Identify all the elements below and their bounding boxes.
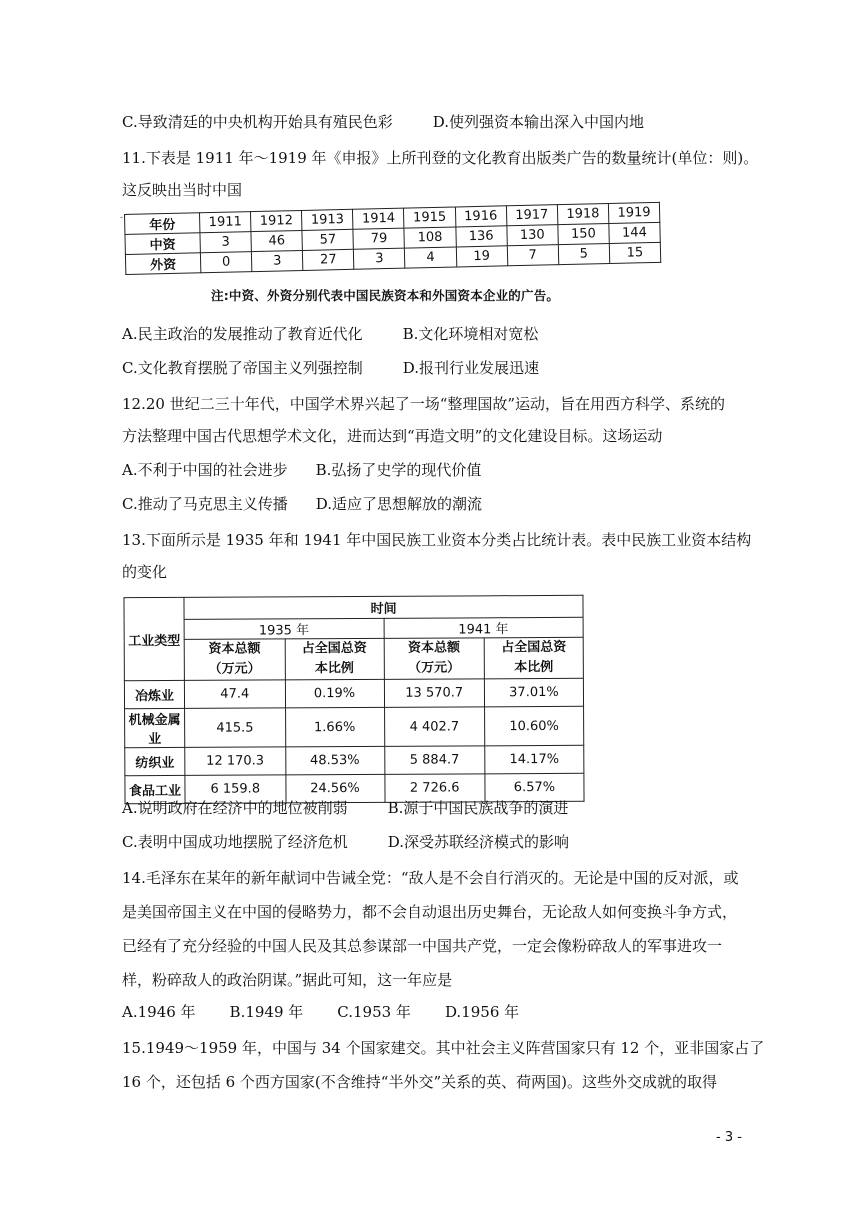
value-cell: 5	[558, 244, 610, 265]
row-label-chinese: 中资	[125, 233, 200, 255]
year-1941-header: 1941 年	[384, 617, 584, 638]
q14-stem-line1: 14.毛泽东在某年的新年献词中告诫全党：“敌人是不会自行消灭的。无论是中国的反对派，或	[122, 869, 739, 887]
q11-option-b: B.文化环境相对宽松	[402, 325, 539, 343]
value-cell: 10.60%	[484, 706, 583, 746]
q11-option-d: D.报刊行业发展迅速	[402, 359, 539, 377]
q15-stem-line2: 16 个，还包括 6 个西方国家(不含维持“半外交”关系的英、荷两国)。这些外交成就的取得	[122, 1073, 717, 1091]
q13-options-row1	[122, 798, 568, 818]
value-cell: 108	[404, 227, 456, 248]
q13-option-d: D.深受苏联经济模式的影响	[387, 833, 569, 851]
value-cell: 415.5	[185, 708, 286, 748]
q11-stem-line1: 11.下表是 1911 年～1919 年《申报》上所刊登的文化教育出版类广告的数量统计(单位：则)。	[122, 149, 759, 167]
value-cell: 7	[507, 245, 559, 266]
value-cell: 3	[251, 250, 303, 271]
q12-option-c: C.推动了马克思主义传播	[122, 495, 288, 513]
q13-table	[123, 595, 584, 804]
time-header: 时间	[184, 595, 583, 619]
value-cell: 4 402.7	[384, 707, 485, 747]
table-row	[125, 745, 584, 775]
value-cell: 27	[303, 249, 355, 270]
value-cell: 144	[609, 222, 661, 243]
value-cell: 47.4	[184, 680, 285, 709]
industry-cell: 机械金属业	[125, 708, 185, 747]
value-cell: 37.01%	[484, 678, 583, 707]
q11-options-row2	[122, 358, 539, 378]
year-cell: 1914	[353, 208, 405, 229]
value-cell: 0	[200, 252, 252, 273]
q14-option-b: B.1949 年	[229, 1003, 304, 1021]
q15-stem-line1: 15.1949～1959 年，中国与 34 个国家建交。其中社会主义阵营国家只有 12 个，亚非国家占了	[122, 1039, 765, 1057]
year-cell: 1913	[302, 209, 354, 230]
q13-stem-line1: 13.下面所示是 1935 年和 1941 年中国民族工业资本分类占比统计表。表中民族工业资本结构	[122, 531, 752, 549]
q10-options	[122, 112, 644, 132]
q13-options-row2	[122, 832, 569, 852]
q11-option-c: C.文化教育摆脱了帝国主义列强控制	[122, 359, 363, 377]
industry-cell: 食品工业	[125, 775, 185, 803]
year-cell: 1917	[506, 205, 558, 226]
year-1935-header: 1935 年	[184, 618, 384, 639]
q14-stem-line3: 已经有了充分经验的中国人民及其总参谋部一中国共产党，一定会像粉碎敌人的军事进攻一	[122, 937, 723, 955]
q13-option-a: A.说明政府在经济中的地位被削弱	[122, 799, 348, 817]
row-label-year: 年份	[125, 213, 200, 235]
q14-stem-line2: 是美国帝国主义在中国的侵略势力，都不会自动退出历史舞台，无论敌人如何变换斗争方式，	[122, 903, 738, 921]
year-cell: 1916	[455, 206, 507, 227]
capital-header: 资本总额（万元）	[384, 638, 485, 680]
value-cell: 4	[405, 247, 457, 268]
year-cell: 1915	[404, 207, 456, 228]
q13-stem-line2: 的变化	[122, 563, 168, 581]
q14-option-a: A.1946 年	[122, 1003, 196, 1021]
q12-options-row1	[122, 460, 481, 480]
value-cell: 3	[354, 248, 406, 269]
value-cell: 15	[609, 242, 661, 263]
table-row	[124, 678, 583, 708]
q12-option-d: D.适应了思想解放的潮流	[315, 495, 482, 513]
industry-cell: 冶炼业	[124, 680, 184, 708]
value-cell: 13 570.7	[384, 679, 485, 708]
capital-header: 资本总额（万元）	[184, 639, 285, 681]
table-row	[125, 706, 584, 747]
type-header: 工业类型	[124, 597, 185, 680]
q13-option-c: C.表明中国成功地摆脱了经济危机	[122, 833, 348, 851]
year-cell: 1911	[199, 212, 251, 233]
q14-stem-line4: 样，粉碎敌人的政治阴谋。”据此可知，这一年应是	[122, 971, 453, 989]
row-label-foreign: 外资	[125, 253, 200, 275]
table-row	[124, 637, 583, 680]
table-row	[124, 617, 583, 639]
scan-mark: -	[120, 213, 124, 223]
year-cell: 1919	[608, 202, 660, 223]
q11-stem-line2: 这反映出当时中国	[122, 181, 243, 199]
value-cell: 12 170.3	[185, 747, 286, 776]
q14-option-c: C.1953 年	[337, 1003, 411, 1021]
value-cell: 5 884.7	[384, 746, 485, 775]
q12-option-b: B.弘扬了史学的现代价值	[315, 461, 482, 479]
value-cell: 1.66%	[285, 707, 384, 747]
value-cell: 130	[507, 225, 559, 246]
q10-option-c: C.导致清廷的中央机构开始具有殖民色彩	[122, 113, 393, 131]
value-cell: 46	[251, 230, 303, 251]
year-cell: 1918	[557, 204, 609, 225]
q12-stem-line1: 12.20 世纪二三十年代，中国学术界兴起了一场“整理国故”运动，旨在用西方科学、系统的	[122, 395, 726, 413]
q11-table-note: 注:中资、外资分别代表中国民族资本和外国资本企业的广告。	[211, 288, 560, 303]
q12-options-row2	[122, 494, 482, 514]
value-cell: 3	[200, 232, 252, 253]
value-cell: 6.57%	[485, 773, 584, 802]
value-cell: 0.19%	[285, 679, 384, 708]
value-cell: 6 159.8	[185, 775, 286, 804]
value-cell: 14.17%	[485, 745, 584, 774]
q11-option-a: A.民主政治的发展推动了教育近代化	[122, 325, 363, 343]
value-cell: 24.56%	[285, 774, 384, 803]
value-cell: 136	[455, 226, 507, 247]
q14-option-d: D.1956 年	[444, 1003, 520, 1021]
ratio-header: 占全国总资本比例	[484, 637, 583, 679]
q13-option-b: B.源于中国民族战争的演进	[387, 799, 569, 817]
value-cell: 57	[302, 229, 354, 250]
value-cell: 48.53%	[285, 746, 384, 775]
value-cell: 79	[353, 228, 405, 249]
value-cell: 19	[456, 246, 508, 267]
ratio-header: 占全国总资本比例	[285, 638, 384, 680]
q12-option-a: A.不利于中国的社会进步	[122, 461, 288, 479]
q11-options-row1	[122, 324, 538, 344]
value-cell: 150	[558, 224, 610, 245]
q14-options	[122, 1002, 519, 1022]
industry-cell: 纺织业	[125, 747, 185, 775]
year-cell: 1912	[251, 210, 303, 231]
table-row	[124, 595, 583, 619]
page-number: - 3 -	[716, 1130, 742, 1145]
q12-stem-line2: 方法整理中国古代思想学术文化，进而达到“再造文明”的文化建设目标。这场运动	[122, 427, 663, 445]
q11-table	[124, 202, 665, 275]
value-cell: 2 726.6	[384, 774, 485, 803]
q10-option-d: D.使列强资本输出深入中国内地	[432, 113, 644, 131]
